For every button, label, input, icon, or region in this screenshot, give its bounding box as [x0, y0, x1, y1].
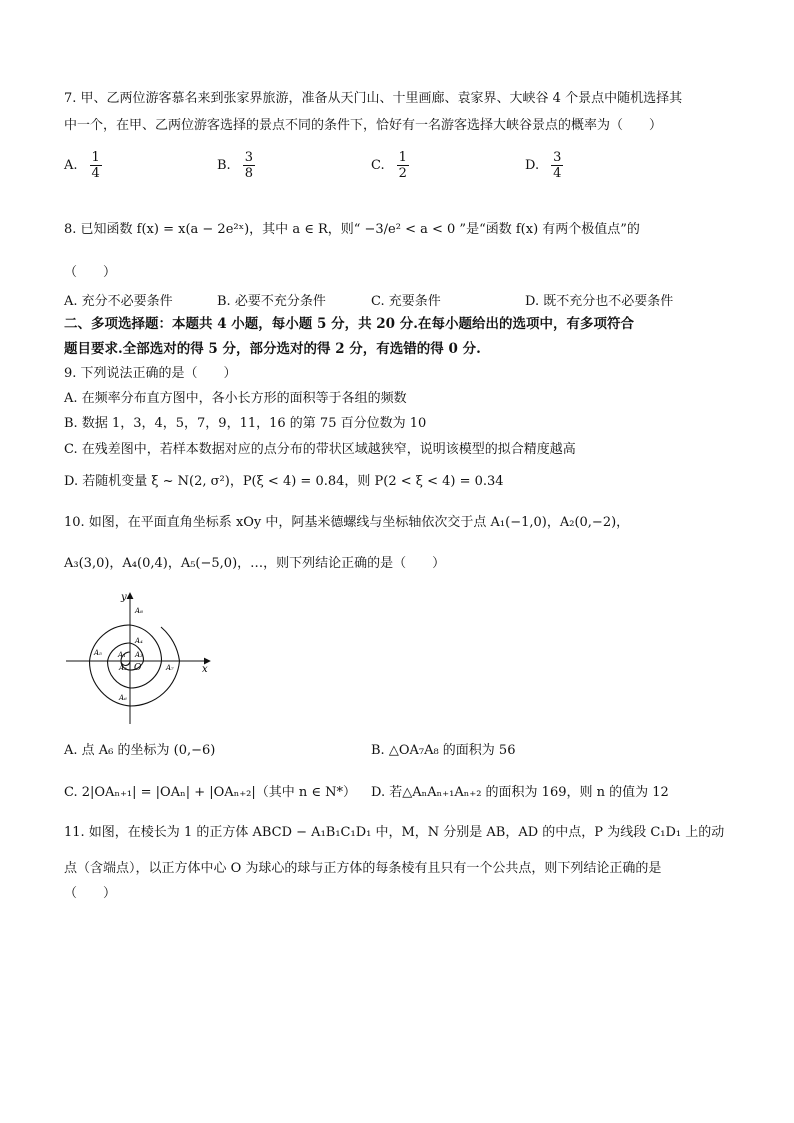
- fraction-numerator: 3: [244, 150, 253, 165]
- fraction-denominator: 4: [553, 166, 562, 181]
- q7-option-a: [64, 150, 102, 181]
- q7-option-d: [525, 150, 563, 181]
- fraction-denominator: 8: [244, 166, 253, 181]
- point-label-a5: A₅: [94, 649, 102, 657]
- q11-stem-line3: （ ）: [64, 886, 117, 901]
- section2-header-line1: 二、多项选择题：本题共 4 小题，每小题 5 分，共 20 分.在每小题给出的选项中，有多项符合: [64, 316, 634, 332]
- q8-option-d: D. 既不充分也不必要条件: [525, 294, 674, 309]
- q7-stem-line1: 7. 甲、乙两位游客慕名来到张家界旅游，准备从天门山、十里画廊、袁家界、大峡谷 4 个景点中随机选择其: [64, 91, 683, 106]
- q8-option-c: C. 充要条件: [371, 294, 441, 309]
- q9-stem: 9. 下列说法正确的是（ ）: [64, 366, 237, 381]
- q11-stem-line1: 11. 如图，在棱长为 1 的正方体 ABCD − A₁B₁C₁D₁ 中，M，N 分别是 AB，AD 的中点，P 为线段 C₁D₁ 上的动: [64, 825, 725, 840]
- section2-header-line2: 题目要求.全部选对的得 5 分，部分选对的得 2 分，有选错的得 0 分.: [64, 341, 481, 357]
- point-label-a6: A₆: [119, 694, 127, 702]
- point-label-a2: A₂: [119, 664, 127, 672]
- q7-stem-line2: 中一个，在甲、乙两位游客选择的景点不同的条件下，恰好有一名游客选择大峡谷景点的概率为（ ）: [64, 118, 663, 133]
- fraction-numerator: 3: [553, 150, 562, 165]
- fraction-denominator: 2: [398, 166, 407, 181]
- option-label: B.: [217, 158, 231, 173]
- q7-option-c: [371, 150, 409, 181]
- q9-option-d: D. 若随机变量 ξ ~ N(2, σ²)，P(ξ < 4) = 0.84，则 P(2 < ξ < 4) = 0.34: [64, 474, 504, 489]
- axis-label-x: x: [202, 664, 208, 675]
- point-label-a4: A₄: [135, 637, 143, 645]
- axis-label-y: y: [121, 592, 127, 603]
- archimedean-spiral-figure: [60, 588, 220, 728]
- q10-option-b: B. △OA₇A₈ 的面积为 56: [371, 743, 516, 758]
- q10-option-d: D. 若△AₙAₙ₊₁Aₙ₊₂ 的面积为 169，则 n 的值为 12: [371, 785, 669, 800]
- q11-stem-line2: 点（含端点），以正方体中心 O 为球心的球与正方体的每条棱有且只有一个公共点，则下列结论正确的是: [64, 861, 662, 876]
- q9-option-b: B. 数据 1，3，4，5，7，9，11，16 的第 75 百分位数为 10: [64, 416, 427, 431]
- fraction-numerator: 1: [398, 150, 407, 165]
- origin-label: O: [134, 663, 142, 673]
- q8-stem-line2: （ ）: [64, 265, 117, 280]
- option-label: A.: [64, 158, 78, 173]
- fraction-denominator: 4: [91, 166, 100, 181]
- q9-option-a: A. 在频率分布直方图中，各小长方形的面积等于各组的频数: [64, 391, 407, 406]
- q10-option-c: C. 2|OAₙ₊₁| = |OAₙ| + |OAₙ₊₂|（其中 n ∈ N*）: [64, 785, 357, 800]
- q8-stem-line1: 8. 已知函数 f(x) = x(a − 2e²ˣ)，其中 a ∈ R，则“ −3/e² < a < 0 ”是“函数 f(x) 有两个极值点”的: [64, 222, 640, 237]
- q7-option-b: [217, 150, 255, 181]
- q10-stem-line1: 10. 如图，在平面直角坐标系 xOy 中，阿基米德螺线与坐标轴依次交于点 A₁(−1,0)，A₂(0,−2)，: [64, 515, 630, 530]
- point-label-a1: A₁: [118, 651, 126, 659]
- fraction-numerator: 1: [91, 150, 100, 165]
- q8-option-a: A. 充分不必要条件: [64, 294, 173, 309]
- q10-stem-line2: A₃(3,0)，A₄(0,4)，A₅(−5,0)，…，则下列结论正确的是（ ）: [64, 556, 446, 571]
- option-label: C.: [371, 158, 385, 173]
- q8-option-b: B. 必要不充分条件: [217, 294, 326, 309]
- option-label: D.: [525, 158, 540, 173]
- point-label-a7: A₇: [166, 664, 174, 672]
- q9-option-c: C. 在残差图中，若样本数据对应的点分布的带状区域越狭窄，说明该模型的拟合精度越高: [64, 442, 576, 457]
- point-label-a3: A₃: [135, 651, 143, 659]
- point-label-a8: A₈: [135, 607, 143, 615]
- q10-option-a: A. 点 A₆ 的坐标为 (0,−6): [64, 743, 216, 758]
